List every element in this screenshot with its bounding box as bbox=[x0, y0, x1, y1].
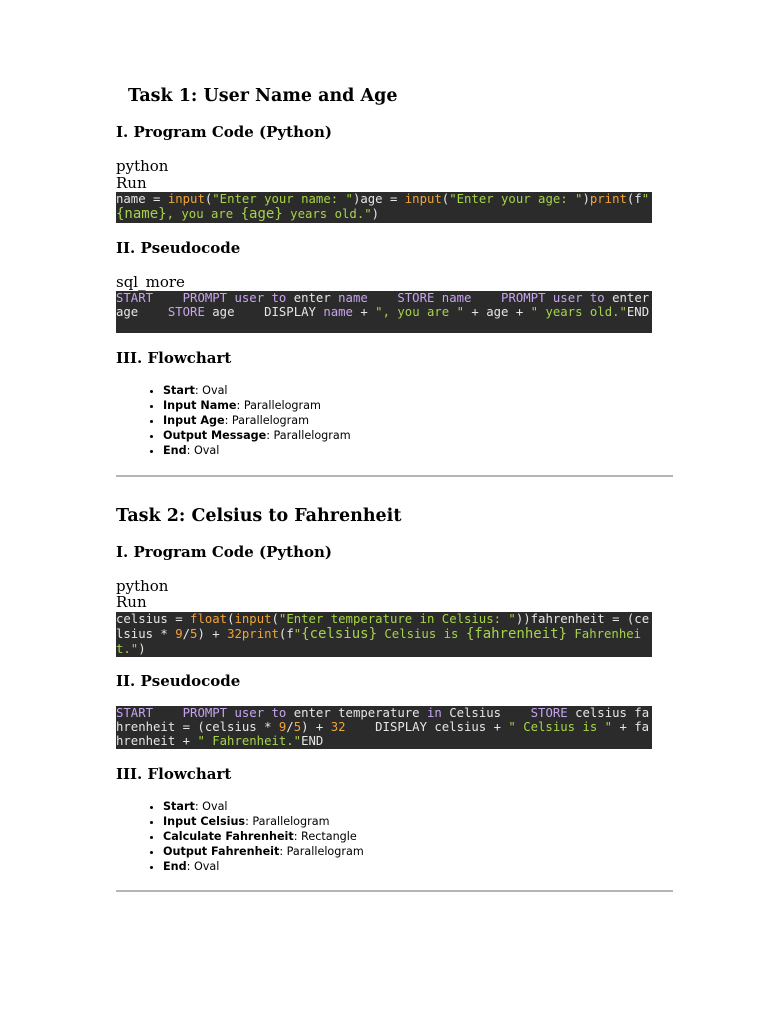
task1-code-heading: I. Program Code (Python) bbox=[116, 123, 332, 141]
code-token: "Enter temperature in Celsius: " bbox=[278, 612, 516, 626]
code-token: celsius fahrenheit = (celsius * bbox=[116, 706, 650, 734]
code-token: + fahrenheit + bbox=[116, 720, 650, 748]
code-token: in bbox=[426, 706, 442, 720]
task1-flowchart-list bbox=[116, 383, 351, 458]
code-token: PROMPT bbox=[153, 706, 228, 720]
code-token: name bbox=[434, 291, 472, 305]
code-token: 32 bbox=[330, 720, 346, 734]
task2-flowchart-list bbox=[116, 799, 364, 874]
task2-flow-heading: III. Flowchart bbox=[116, 765, 232, 783]
task2-title: Task 2: Celsius to Fahrenheit bbox=[116, 506, 402, 526]
code-token: ( bbox=[227, 612, 235, 626]
code-token: + bbox=[352, 305, 376, 319]
list-item: • Output Fahrenheit: Parallelogram bbox=[163, 844, 364, 859]
code-token: ) + bbox=[301, 720, 331, 734]
code-token: input bbox=[234, 612, 272, 626]
code-token: ) bbox=[371, 207, 380, 221]
code-token: celsius = bbox=[116, 612, 191, 626]
section-divider bbox=[116, 475, 673, 477]
code-token: , you are bbox=[166, 207, 241, 221]
code-token: to bbox=[271, 291, 287, 305]
code-token: input bbox=[404, 192, 442, 206]
code-token: to bbox=[271, 706, 287, 720]
code-token: name bbox=[330, 291, 368, 305]
task1-pseudo-block bbox=[116, 291, 657, 333]
code-token: Celsius is bbox=[377, 627, 466, 641]
list-item: • Input Name: Parallelogram bbox=[163, 398, 351, 413]
code-token: START bbox=[116, 706, 154, 720]
task1-flow-heading: III. Flowchart bbox=[116, 349, 232, 367]
task2-pseudo-heading: II. Pseudocode bbox=[116, 672, 241, 690]
list-item: • Start: Oval bbox=[163, 383, 351, 398]
list-item: • Input Age: Parallelogram bbox=[163, 413, 351, 428]
task2-pseudo-block bbox=[116, 706, 652, 749]
code-token: " bbox=[293, 627, 302, 641]
code-token: / bbox=[182, 627, 191, 641]
list-item: • End: Oval bbox=[163, 443, 351, 458]
code-token: STORE bbox=[501, 706, 568, 720]
task2-language-label: python bbox=[116, 577, 169, 595]
code-token: 5 bbox=[190, 627, 198, 641]
list-item: • End: Oval bbox=[163, 859, 364, 874]
code-token: STORE bbox=[367, 291, 435, 305]
code-token: "Enter your name: " bbox=[212, 192, 353, 206]
code-token: Fahrenheit." bbox=[116, 627, 642, 656]
code-token: user bbox=[545, 291, 590, 305]
code-token: 32 bbox=[227, 627, 242, 641]
list-item: • Output Message: Parallelogram bbox=[163, 428, 351, 443]
code-token: " years old." bbox=[530, 305, 627, 319]
code-token: PROMPT bbox=[471, 291, 546, 305]
code-token: ))fahrenheit = (celsius * bbox=[116, 612, 650, 641]
code-token: " bbox=[641, 192, 650, 206]
code-token: enter temperature bbox=[286, 706, 427, 720]
code-token: enter bbox=[286, 291, 331, 305]
task1-pseudo-language-label: sql_more bbox=[116, 273, 185, 291]
code-token: END bbox=[626, 305, 650, 319]
code-token: ) + bbox=[197, 627, 228, 641]
code-token: {age} bbox=[240, 206, 283, 222]
code-token: )age = bbox=[352, 192, 405, 206]
list-item: • Calculate Fahrenheit: Rectangle bbox=[163, 829, 364, 844]
code-token: " Fahrenheit." bbox=[197, 734, 302, 748]
code-token: "Enter your age: " bbox=[449, 192, 583, 206]
code-token: user bbox=[227, 706, 272, 720]
code-token: ( bbox=[204, 192, 213, 206]
task1-title: Task 1: User Name and Age bbox=[128, 86, 398, 106]
task2-run-button[interactable]: Run bbox=[116, 593, 147, 611]
code-token: ) bbox=[582, 192, 590, 206]
code-token: 9 bbox=[175, 627, 183, 641]
task2-code-heading: I. Program Code (Python) bbox=[116, 543, 332, 561]
code-token: PROMPT bbox=[153, 291, 228, 305]
code-token: user bbox=[227, 291, 272, 305]
code-token: name = bbox=[116, 192, 168, 206]
code-token: float bbox=[190, 612, 228, 626]
code-token: input bbox=[167, 192, 205, 206]
code-token: {celsius} bbox=[301, 626, 377, 642]
code-token: START bbox=[116, 291, 154, 305]
task1-pseudo-heading: II. Pseudocode bbox=[116, 239, 241, 257]
code-token: print bbox=[241, 627, 279, 641]
code-token: years old." bbox=[282, 207, 372, 221]
code-token: ", you are " bbox=[375, 305, 465, 319]
code-token: END bbox=[301, 734, 324, 748]
code-token: (f bbox=[278, 627, 294, 641]
code-token: / bbox=[286, 720, 294, 734]
list-item: • Start: Oval bbox=[163, 799, 364, 814]
code-token: 9 bbox=[278, 720, 287, 734]
task2-code-block bbox=[116, 612, 652, 657]
code-token: age bbox=[204, 305, 235, 319]
code-token: ( bbox=[441, 192, 450, 206]
code-token: 5 bbox=[293, 720, 302, 734]
task1-run-button[interactable]: Run bbox=[116, 174, 147, 192]
code-token: {fahrenheit} bbox=[465, 626, 567, 642]
code-token: {name} bbox=[116, 206, 167, 222]
code-token: DISPLAY celsius + bbox=[345, 720, 509, 734]
code-token: DISPLAY bbox=[234, 305, 324, 319]
code-token: STORE bbox=[138, 305, 205, 319]
code-token: name bbox=[323, 305, 353, 319]
code-token: enter age bbox=[116, 291, 657, 319]
code-token: " Celsius is " bbox=[508, 720, 613, 734]
code-token: ( bbox=[271, 612, 279, 626]
code-token: (f bbox=[626, 192, 642, 206]
code-token: Celsius bbox=[441, 706, 502, 720]
code-token: ) bbox=[138, 642, 146, 656]
code-token: + age + bbox=[464, 305, 531, 319]
code-token: print bbox=[589, 192, 627, 206]
list-item: • Input Celsius: Parallelogram bbox=[163, 814, 364, 829]
section-divider bbox=[116, 890, 673, 892]
code-token: to bbox=[589, 291, 605, 305]
task1-language-label: python bbox=[116, 157, 169, 175]
task1-code-block bbox=[116, 192, 652, 223]
